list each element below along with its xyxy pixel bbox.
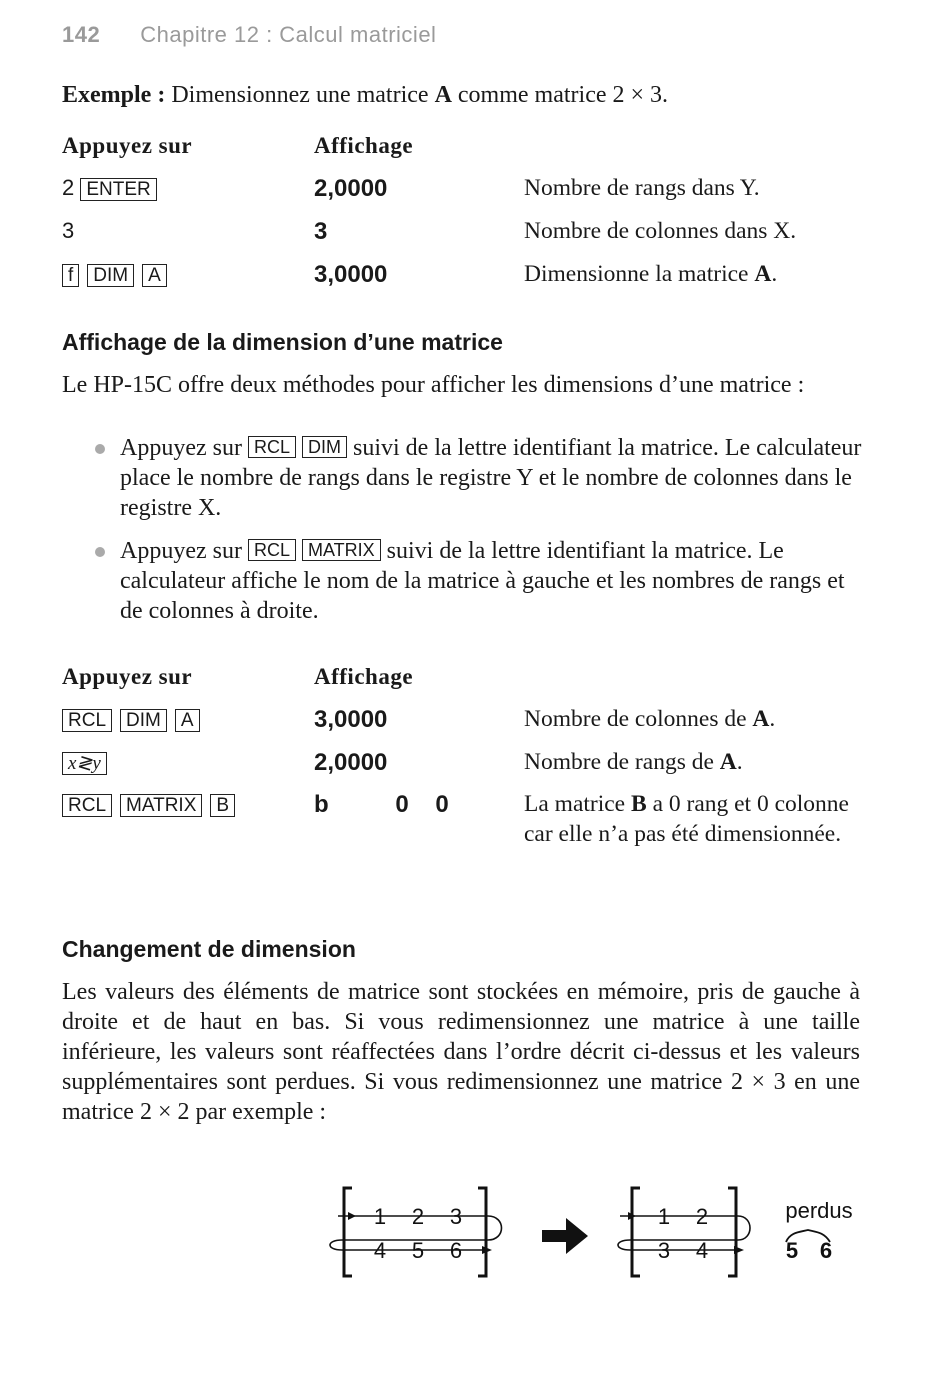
matrix-cell: 4: [695, 1238, 709, 1263]
dim-key: DIM: [302, 436, 347, 458]
b-key: B: [210, 794, 235, 817]
rcl-key: RCL: [62, 709, 112, 732]
page-number: 142: [62, 22, 101, 47]
table1-header-display: Affichage: [314, 133, 414, 158]
list-item: Appuyez sur RCL MATRIX suivi de la lettre identifiant la matrice. Le calculateur affiche le nom de la matrice à gauche et les nombres de rangs et de colonnes à droite.: [120, 536, 862, 626]
matrix-cell: 1: [657, 1204, 671, 1229]
lost-label: perdus: [785, 1198, 853, 1223]
arrowhead-icon: [734, 1246, 744, 1254]
section-title: Affichage de la dimension d’une matrice: [62, 329, 503, 355]
x-exchange-y-key: x≷y: [62, 752, 107, 775]
left-bracket-icon: [344, 1188, 352, 1276]
row-description: Nombre de rangs dans Y.: [524, 175, 760, 201]
section-title: Changement de dimension: [62, 936, 356, 962]
table1-header-keys: Appuyez sur: [62, 133, 193, 158]
matrix-key: MATRIX: [302, 539, 381, 561]
key-sequence: [62, 791, 243, 817]
matrix-cell: 3: [449, 1204, 463, 1229]
display-value: 3,0000: [314, 706, 388, 733]
chapter-title: Chapitre 12 : Calcul matriciel: [140, 22, 437, 47]
bullet-icon: [95, 547, 105, 557]
table2-header-display: Affichage: [314, 664, 414, 689]
list-item: Appuyez sur RCL DIM suivi de la lettre identifiant la matrice. Le calculateur place le nombre de rangs dans le registre Y et le nombre de colonnes dans le registre X.: [120, 433, 862, 523]
matrix-cell: 4: [373, 1238, 387, 1263]
row-description: Nombre de rangs de A.: [524, 749, 743, 775]
key-sequence: [62, 261, 175, 287]
display-value: b 0 0: [314, 791, 449, 818]
key-sequence: [62, 218, 74, 244]
rcl-key: RCL: [62, 794, 112, 817]
example-label: Exemple :: [62, 82, 166, 108]
right-bracket-icon: [728, 1188, 736, 1276]
display-value: 2,0000: [314, 175, 388, 202]
example-line: [62, 80, 668, 110]
example-matrix-name: A: [434, 82, 452, 108]
enter-key: ENTER: [80, 178, 156, 201]
storage-order-path: [618, 1216, 750, 1250]
key-digit: 2: [62, 175, 75, 200]
lost-value: 6: [819, 1238, 833, 1263]
dim-key: DIM: [87, 264, 134, 287]
resize-diagram: [320, 1180, 880, 1290]
row-description: Dimensionne la matrice A.: [524, 261, 778, 287]
matrix-cell: 2: [695, 1204, 709, 1229]
row-description: Nombre de colonnes de A.: [524, 706, 776, 732]
matrix-cell: 3: [657, 1238, 671, 1263]
rcl-key: RCL: [248, 436, 296, 458]
row-description: Nombre de colonnes dans X.: [524, 218, 797, 244]
key-sequence: [62, 706, 208, 732]
f-key: f: [62, 264, 79, 287]
display-value: 3,0000: [314, 261, 388, 288]
matrix-cell: 6: [449, 1238, 463, 1263]
key-sequence: [62, 175, 165, 201]
display-value: 2,0000: [314, 749, 388, 776]
row-description: La matrice B a 0 rang et 0 colonne car elle n’a pas été dimensionnée.: [524, 791, 849, 847]
method-list: [120, 433, 862, 626]
section-body: Les valeurs des éléments de matrice sont stockées en mémoire, pris de gauche à droite et de haut en bas. Si vous redimensionnez une matrice à une taille inférieure, les valeurs sont réaffectées dans l’ordre décrit ci-dessus et les valeurs supplémentaires sont perdues. Si vous redimensionnez une matrice 2 × 3 en une matrice 2 × 2 par exemple :: [62, 979, 860, 1125]
bullet-icon: [95, 444, 105, 454]
key-digit: 3: [62, 218, 75, 243]
rcl-key: RCL: [248, 539, 296, 561]
matrix-cell: 5: [411, 1238, 425, 1263]
a-key: A: [142, 264, 167, 287]
example-text-end: comme matrice 2 × 3.: [451, 82, 669, 108]
lost-value: 5: [785, 1238, 799, 1263]
a-key: A: [175, 709, 200, 732]
display-value: 3: [314, 218, 328, 245]
left-bracket-icon: [632, 1188, 640, 1276]
running-head: [62, 22, 436, 48]
dim-key: DIM: [120, 709, 167, 732]
example-text: Dimensionnez une matrice: [171, 82, 435, 108]
key-sequence: [62, 749, 115, 775]
matrix-cell: 1: [373, 1204, 387, 1229]
arrowhead-icon: [348, 1212, 356, 1220]
table2-header-keys: Appuyez sur: [62, 664, 193, 689]
transform-arrow-icon: [542, 1218, 588, 1254]
matrix-cell: 2: [411, 1204, 425, 1229]
matrix-key: MATRIX: [120, 794, 202, 817]
section-intro: Le HP-15C offre deux méthodes pour afficher les dimensions d’une matrice :: [62, 372, 805, 398]
right-bracket-icon: [478, 1188, 486, 1276]
